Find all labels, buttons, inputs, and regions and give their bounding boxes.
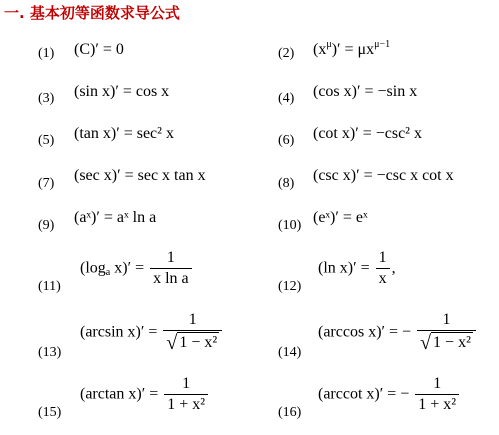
formula-number: (2) [278, 46, 295, 61]
formula-12: (ln x)′ = $\frac{1}{x}$ , [318, 249, 396, 287]
formula-6: (cot x)′ = −csc² x [313, 125, 422, 142]
formula-number: (8) [278, 176, 295, 191]
formula-number: (14) [278, 345, 302, 360]
formula-number: (13) [38, 345, 62, 360]
formula-5: (tan x)′ = sec² x [74, 125, 174, 142]
formula-3: (sin x)′ = cos x [74, 83, 170, 100]
formula-8: (csc x)′ = −csc x cot x [313, 167, 454, 184]
formula-7: (sec x)′ = sec x tan x [74, 167, 206, 184]
formula-number: (15) [38, 405, 62, 420]
formula-4: (cos x)′ = −sin x [313, 83, 418, 100]
formula-number: (16) [278, 405, 302, 420]
formula-14: (arccos x)′ = − $\frac{1}{\text{√ 1 − x²}}$ [318, 312, 478, 353]
formula-number: (3) [38, 91, 55, 106]
formula-number: (5) [38, 133, 55, 148]
formula-10: (eˣ)′ = eˣ [313, 209, 368, 226]
formula-1: (C)′ = 0 [74, 41, 124, 58]
formula-number: (1) [38, 46, 55, 61]
formula-2: $(x^\mu)' = \mu x^{\mu-1}$ [313, 39, 391, 58]
formula-number: (11) [38, 279, 61, 294]
formula-number: (12) [278, 279, 302, 294]
formula-16: (arccot x)′ = − $\frac{1}{\text{1 + x²}}$ [318, 376, 461, 413]
formula-15: (arctan x)′ = $\frac{1}{\text{1 + x²}}$ [80, 376, 210, 413]
formula-number: (4) [278, 91, 295, 106]
formula-11: ($\log_a$ x)′ = $\frac{1}{\text{x ln a}}$ [80, 250, 194, 287]
formula-number: (9) [38, 218, 55, 233]
formula-number: (10) [278, 218, 302, 233]
formula-9: (aˣ)′ = aˣ ln a [74, 209, 157, 226]
section-title: 一. 基本初等函数求导公式 [4, 4, 180, 22]
formula-number: (7) [38, 176, 55, 191]
formula-number: (6) [278, 133, 295, 148]
formula-13: (arcsin x)′ = $\frac{1}{\text{√ 1 − x²}}$ [80, 312, 224, 353]
